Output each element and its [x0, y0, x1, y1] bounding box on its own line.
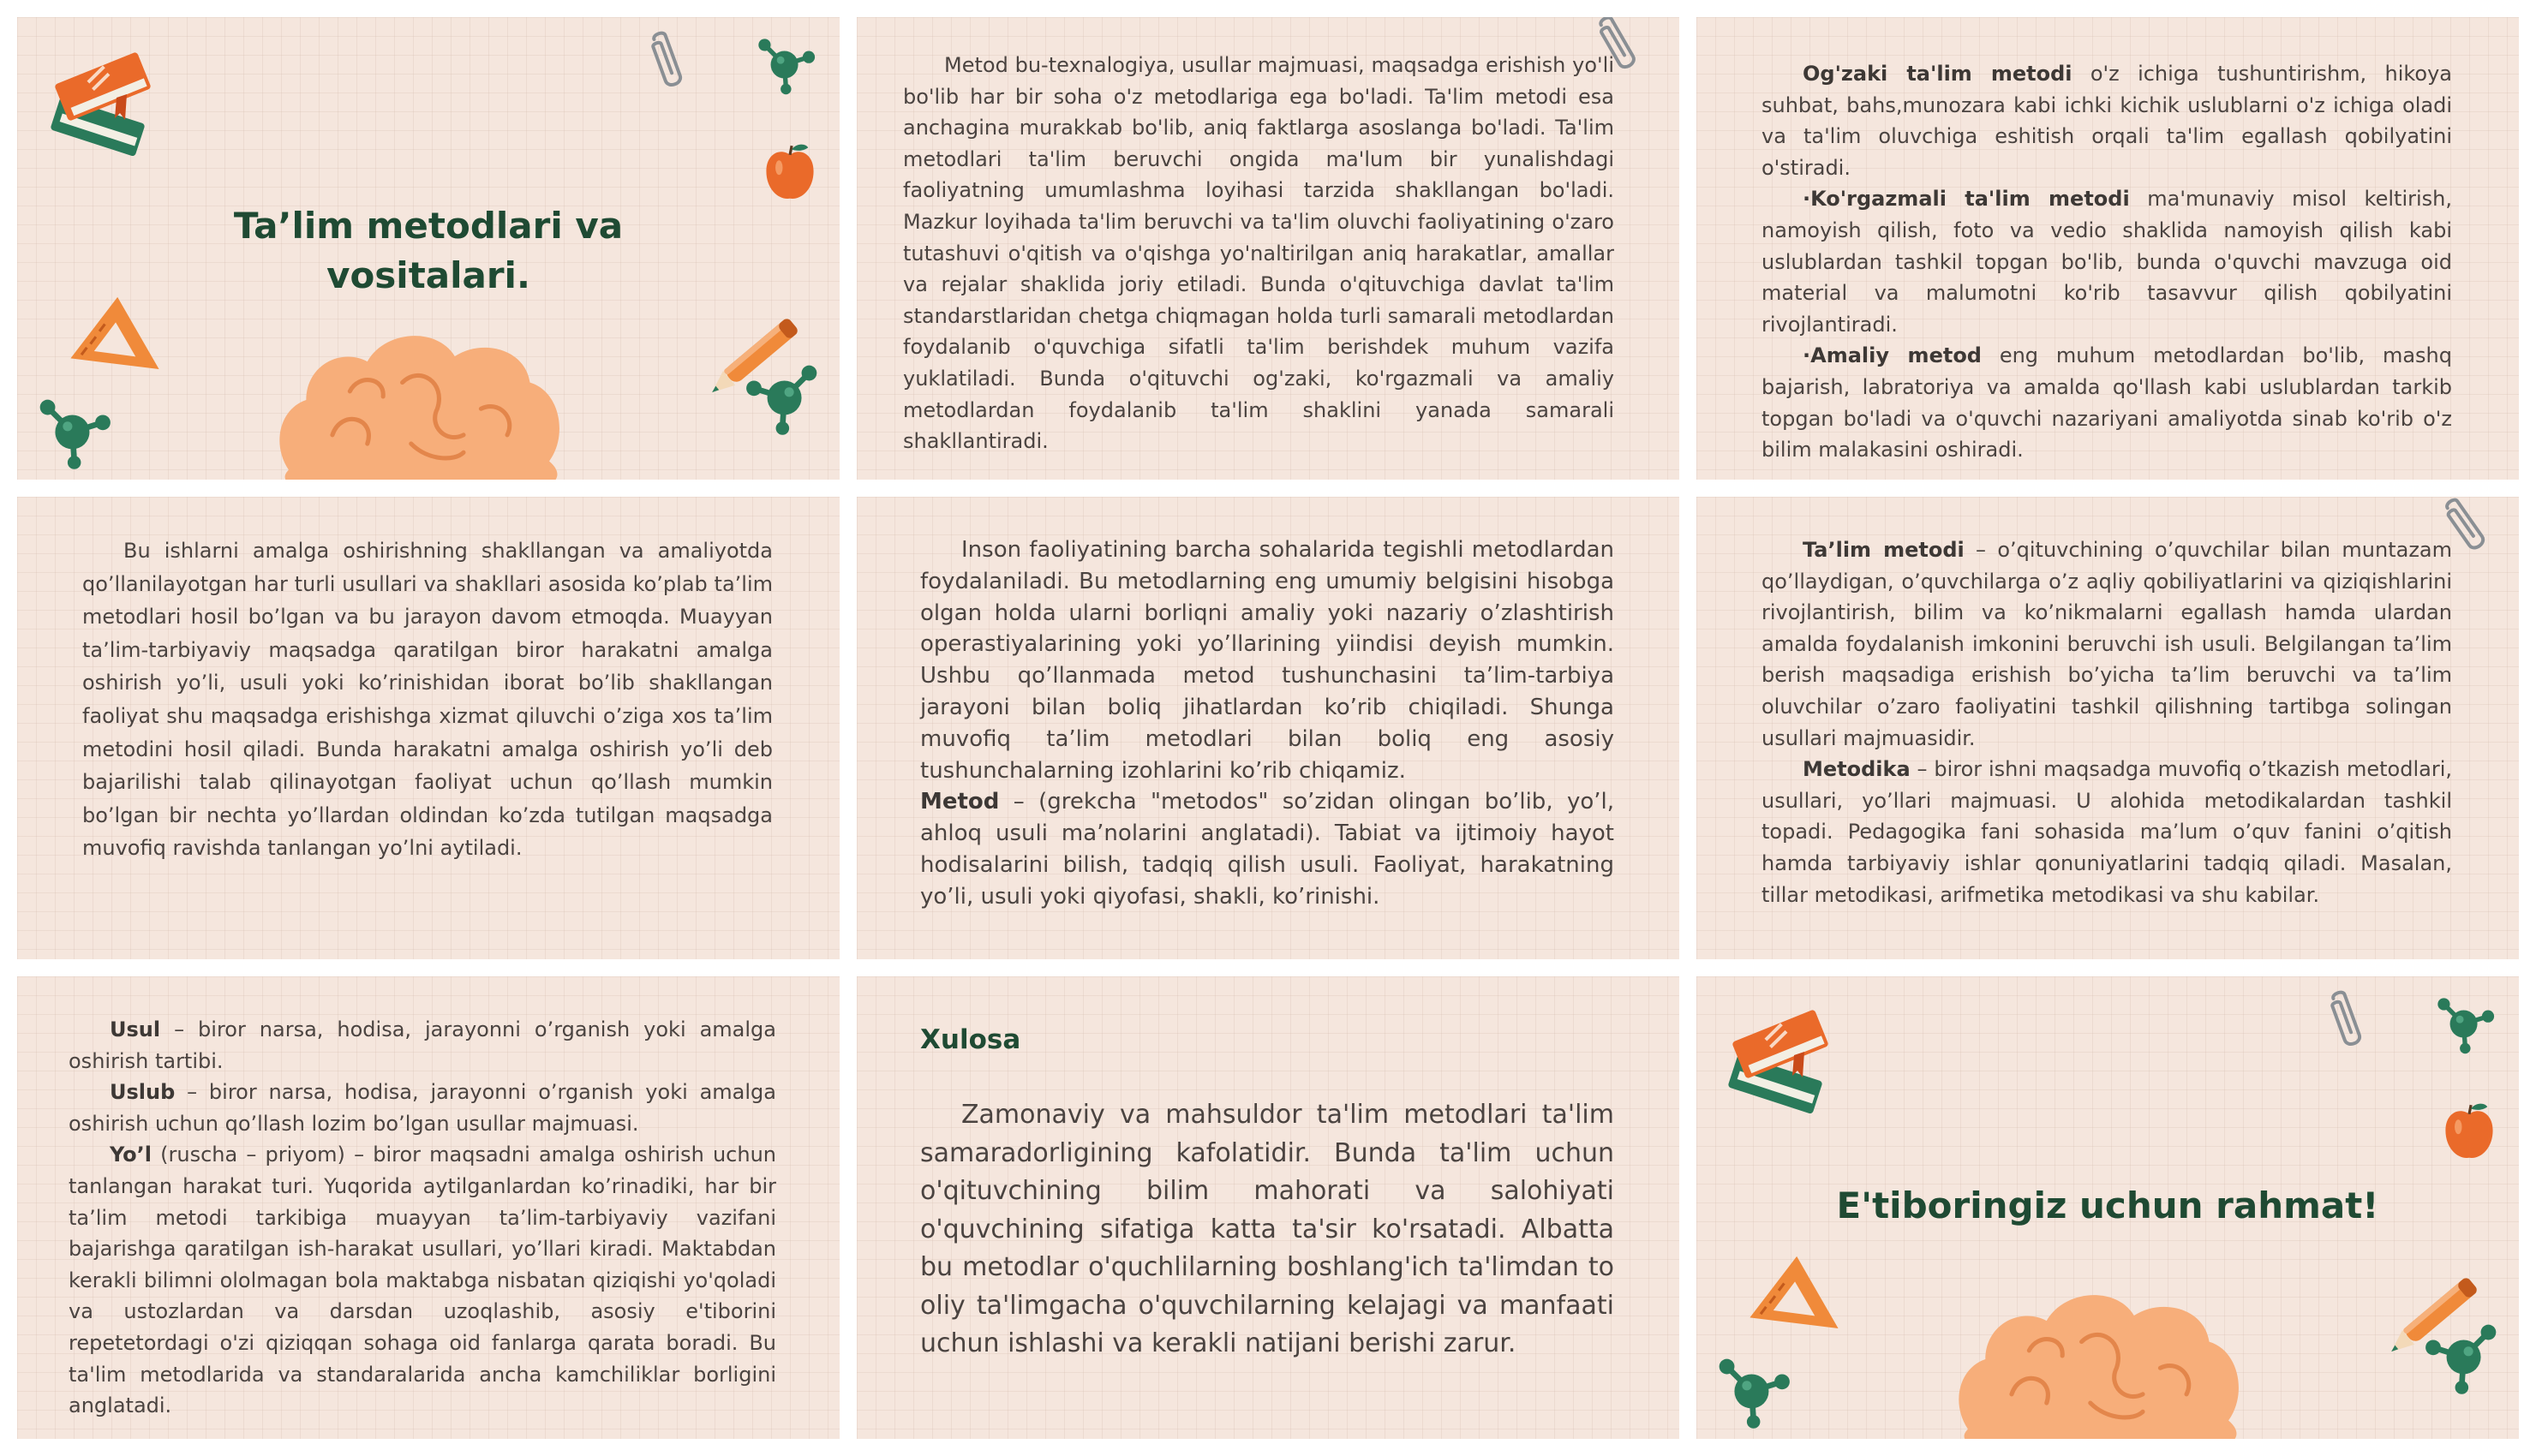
apple-icon [763, 142, 817, 202]
definition: – biror narsa, hodisa, jarayonni o’rganish yoki amalga oshirish tartibi. [69, 1017, 776, 1073]
paperclip-icon [2330, 988, 2365, 1057]
slide-metod-formation [17, 497, 840, 959]
term: Uslub [110, 1080, 176, 1105]
paragraph [1761, 754, 2452, 910]
paragraph: Zamonaviy va mahsuldor ta'lim metodlari ta'lim samaradorligining kafolatidir. Bunda ta'lim uchun o'qituvchining bilim mahorati va salohiyati o'quvchining sifatiga katta ta'sir ko'rsatadi. Albatta bu metodlar o'quchlilarning boshlang'ich ta'limdan to oliy ta'limgacha o'quvchilarning kelajagi va manfaati uchun ishlashi va kerakli natijani berishi zarur. [920, 1100, 1614, 1358]
definition: – (grekcha "metodos" so’zidan olingan bo’lib, yo’l, ahloq usuli ma’nolarini anglatadi). Tabiat va ijtimoiy hayot hodisalarini bilish, tadqiq qilish usuli. Faoliyat, harakatning yo’li, usuli yoki qiyofasi, shakli, ko’rinishi. [920, 789, 1614, 910]
paperclip-icon [2450, 497, 2485, 562]
text-block [1761, 534, 2452, 910]
definition: – biror narsa, hodisa, jarayonni o’rganish yoki amalga oshirish uchun qo’llash lozim bo’lgan usullar majmuasi. [69, 1080, 776, 1136]
slide-title-heading: Ta’lim metodlari va vositalari. [233, 205, 624, 296]
brain-icon [1936, 1272, 2262, 1439]
text-block [69, 1014, 776, 1422]
slide-metod-concept [857, 497, 1679, 959]
books-icon [43, 43, 163, 163]
definition: eng muhum metodlardan bo'lib, mashq bajarish, labratoriya va amalda qo'llash kabi uslublardan tarkib topgan bo'ladi va o'quvchi nazariyani amaliyotda sinab ko'rib o'z bilim malakasini oshiradi. [1761, 343, 2452, 462]
paragraph: Metod bu-texnalogiya, usullar majmuasi, maqsadga erishish yo'li bo'lib har bir soha o'z metodlariga ega bo'ladi. Ta'lim metodi esa anchagina murakkab bo'lib, aniq faktlarga asoslanga bo'ladi. Ta'lim metodlari ta'lim beruvchi ongida ma'lum bir yunalishdagi faoliyatning umumlashma loyihasi tarzida shakllangan bo'ladi. Mazkur loyihada ta'lim beruvchi va ta'lim oluvchi faoliyatining o'zaro tutashuvi o'qitish va o'qishga yo'naltirilgan aniq harakatlar, amallar va rejalar shaklida joriy etiladi. Bunda o'qituvchiga davlat ta'lim standarstlaridan chetga chiqmagan holda turli samarali metodlardan foydalanib o'quvchiga sifatli ta'lim berishdek muhum vazifa yuklatiladi. Bunda o'qituvchi og'zaki, ko'rgazmali va amaliy metodlardan foydalanib ta'lim shaklini yanada samarali shakllantiradi. [903, 53, 1614, 454]
molecule-icon [34, 394, 120, 480]
ruler-triangle-icon [1743, 1250, 1845, 1336]
ruler-triangle-icon [63, 291, 166, 377]
apple-icon [2442, 1101, 2497, 1161]
term: ·Amaliy metod [1803, 343, 1982, 368]
paragraph [920, 786, 1614, 912]
paragraph: Bu ishlarni amalga oshirishning shakllangan va amaliyotda qo’llanilayotgan har turli usullari va shakllari asosida ko’plab ta’lim metodlari hosil bo’lgan va bu jarayon davom etmoqda. Muayyan ta’lim-tarbiyaviy maqsadga qaratilgan biror harakatni amalga oshirish yo’li, usuli yoki ko’rinishidan iborat bo’lib shakllangan faoliyat shu maqsadga erishishga xizmat qiluvchi o’ziga xos ta’lim metodini hosil qiladi. Bunda harakatni amalga oshirish yo’li deb bajarilishi talab qilinayotgan faoliyat uchun qo’llash mumkin bo’lgan bir nechta yo’llardan oldindan ko’zda tutilgan maqsadga muvofiq ravishda tanlangan yo’lni aytiladi. [82, 539, 773, 861]
section-heading: Xulosa [920, 1024, 1021, 1055]
term: Metod [920, 789, 1000, 815]
paragraph [69, 1014, 776, 1077]
term: Usul [110, 1017, 161, 1041]
molecule-icon [2433, 994, 2502, 1062]
paperclip-icon [651, 29, 685, 98]
definition: – biror ishni maqsadga muvofiq o’tkazish metodlari, usullari, yo’llari majmuasi. U alohida metodikalardan tashkil topadi. Pedagogika fani sohasida ma’lum o’quv fanini o’qitish hamda tarbiyaviy ishlar qonuniyatlarini tadqiq qiladi. Masalan, tillar metodikasi, arifmetika metodikasi va shu kabilar. [1761, 757, 2452, 907]
paragraph [1761, 340, 2452, 465]
slide-metod-types [1696, 17, 2519, 480]
slide-thanks [1696, 976, 2519, 1439]
term: Yo’l [110, 1143, 153, 1167]
molecule-icon [2416, 1319, 2502, 1405]
definition: (ruscha – priyom) – biror maqsadni amalga oshirish uchun tanlangan harakat turi. Yuqorida aytilganlardan ko’rinadiki, har bir ta’lim metodi tarkibiga muayyan ta’lim-tarbiyaviy vazifani bajarishga qaratilgan ish-harakat usullari, yo’llari kiradi. Maktabdan kerakli bilimni ololmagan bola maktabga nisbatan qiziqishi yo'qoladi va ustozlardan va darsdan uzoqlashib, asosiy e'tiborini repetetordagi o'zi qiziqqan sohaga oid fanlarga qarata boradi. Bu ta'lim metodlarida va standaralarida ancha kamchiliklar borligini anglatadi. [69, 1143, 776, 1418]
slide-thanks-heading: E'tiboringiz uchun rahmat! [1836, 1184, 2379, 1226]
term: Og'zaki ta'lim metodi [1803, 62, 2072, 86]
brain-icon [257, 313, 583, 480]
term: Metodika [1803, 757, 1911, 782]
definition: – o’qituvchining o’quvchilar bilan muntazam qo’llaydigan, o’quvchilarga o’z aqliy qobiliyatlarini va qiziqishlarini rivojlantirish, bilim va ko’nikmalarni egallash hamda ulardan amalda foydalanish imkonini beruvchi ish usuli. Belgilangan ta’lim berish maqsadiga erishish bo’yicha ta’lim beruvchi va ta’lim oluvchilar o’zaro faoliyatini tashkil qilishning tartibga solingan usullari majmuasidir. [1761, 538, 2453, 750]
term: Ta’lim metodi [1803, 538, 1965, 562]
molecule-icon [737, 360, 822, 445]
text-block [82, 534, 773, 865]
definition: o'z ichiga tushuntirishm, hikoya suhbat, bahs,munozara kabi ichki kichik uslublarni o'z ichiga oladi va ta'lim oluvchiga eshitish orqali ta'lim egallash qobilyatini o'stiradi. [1761, 62, 2453, 180]
paragraph: Inson faoliyatining barcha sohalarida tegishli metodlardan foydalaniladi. Bu metodlarning eng umumiy belgisini hisobga olgan holda ularni borliqni amaliy yoki nazariy o’zlashtirish operastiyalarining yoki yo’llarining yiindisi deyish mumkin. Ushbu qo’llanmada metod tushunchasini ta’lim-tarbiya jarayoni bilan boliq jihatlardan ko’rib chiqiladi. Shunga muvofiq ta’lim metodlari bilan boliq eng asosiy tushunchalarning izohlarini ko’rib chiqamiz. [920, 537, 1614, 784]
paragraph [1761, 183, 2452, 340]
slide-metodika [1696, 497, 2519, 959]
paragraph [69, 1139, 776, 1421]
paragraph [1761, 534, 2452, 754]
text-block [920, 534, 1614, 913]
slide-metod-definition [857, 17, 1679, 480]
molecule-icon [1714, 1353, 1799, 1439]
definition: ma'munaviy misol keltirish, namoyish qilish, foto va vedio shaklida namoyish qilish kabi uslublardan tashkil topgan bo'lib, bunda o'quvchi mavzuga oid material va malumotni ko'rib tasavvur qilish qobilyatini rivojlantiradi. [1761, 187, 2452, 337]
text-block [1761, 58, 2452, 466]
slide-xulosa [857, 976, 1679, 1439]
term: ·Ko'rgazmali ta'lim metodi [1803, 187, 2130, 212]
paragraph [69, 1077, 776, 1139]
text-block [903, 50, 1614, 457]
text-block [920, 1096, 1614, 1364]
slide-usul-uslub [17, 976, 840, 1439]
paragraph [1761, 58, 2452, 183]
slide-title [17, 17, 840, 480]
books-icon [1720, 1000, 1840, 1120]
molecule-icon [754, 34, 822, 103]
